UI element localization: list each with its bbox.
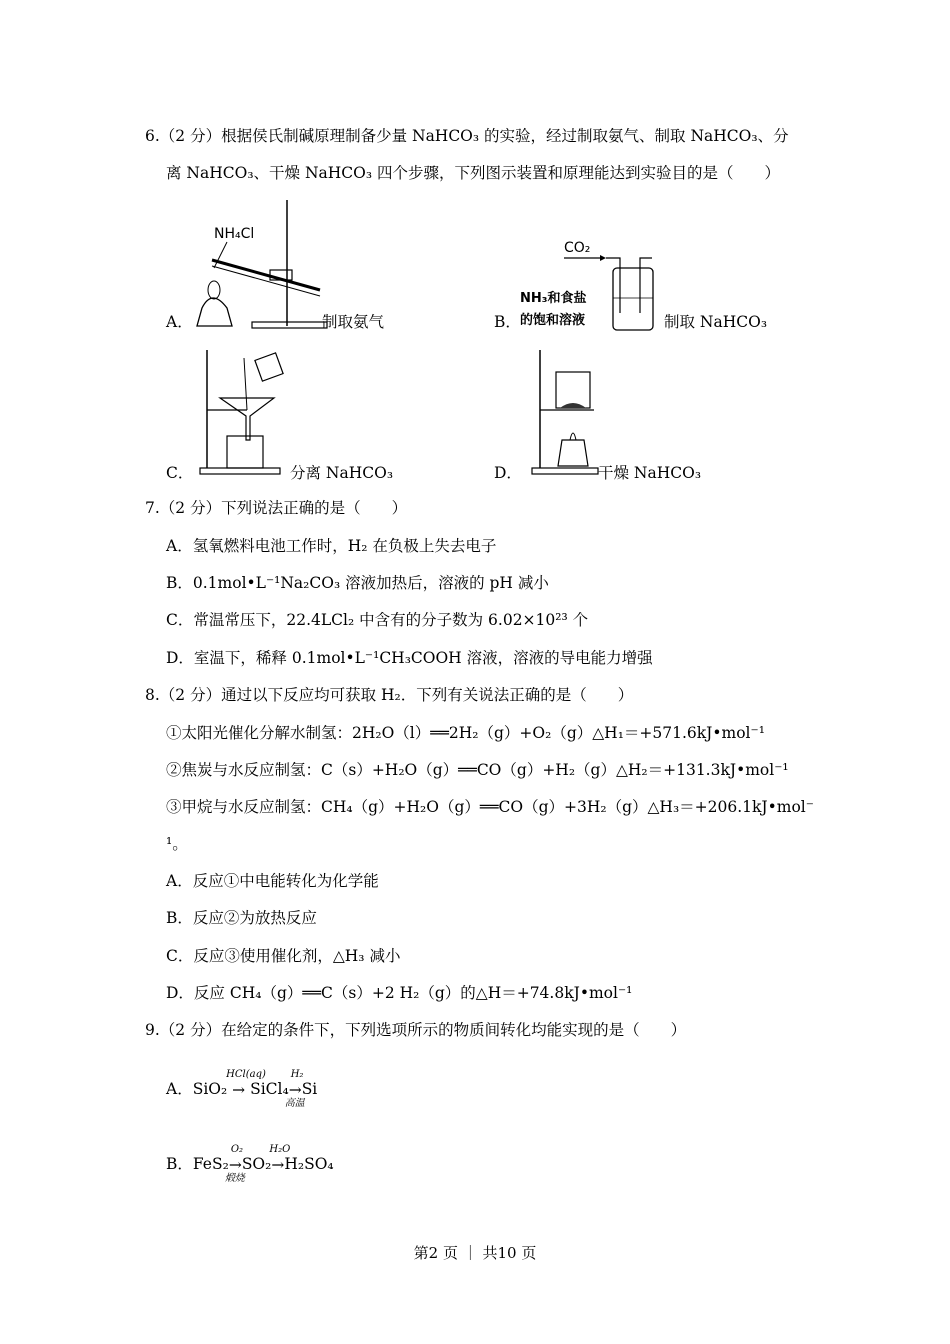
q9-a-cond-1: HCl(aq) bbox=[226, 1069, 266, 1080]
drying-beaker-figure bbox=[520, 348, 600, 478]
q9-a-cond-2-bottom: 高温 bbox=[284, 1098, 305, 1109]
q9-stem: 9.（2 分）在给定的条件下，下列选项所示的物质间转化均能实现的是（ ） bbox=[145, 1021, 687, 1039]
filtration-figure bbox=[192, 348, 292, 478]
q7-stem: 7.（2 分）下列说法正确的是（ ） bbox=[145, 499, 408, 517]
q9-b-cond-1-bottom: 煅烧 bbox=[224, 1173, 245, 1184]
q9-b-fes2: FeS₂ bbox=[192, 1155, 229, 1173]
q6-option-c-caption: 分离 NaHCO₃ bbox=[290, 464, 394, 482]
q9-a-cond-2-top: H₂ bbox=[290, 1069, 304, 1080]
q7-option-c: C．常温常压下，22.4LCl₂ 中含有的分子数为 6.02×10²³ 个 bbox=[166, 611, 589, 629]
q6-stem-line2: 离 NaHCO₃、干燥 NaHCO₃ 四个步骤，下列图示装置和原理能达到实验目的是（ ） bbox=[166, 164, 780, 182]
q9-b-arrow-2: H₂O → bbox=[271, 1155, 284, 1175]
q9-b-h2so4: H₂SO₄ bbox=[284, 1155, 334, 1173]
ammonia-apparatus-figure bbox=[192, 198, 332, 333]
q9-b-cond-1-top: O₂ bbox=[230, 1144, 244, 1155]
q9-b-letter: B． bbox=[166, 1155, 193, 1173]
q8-reaction-3: ③甲烷与水反应制氢：CH₄（g）+H₂O（g）══CO（g）+3H₂（g）△H₃＝+206.1kJ•mol⁻ bbox=[166, 798, 814, 816]
q9-a-si: Si bbox=[301, 1080, 318, 1098]
q8-stem: 8.（2 分）通过以下反应均可获取 H₂．下列有关说法正确的是（ ） bbox=[145, 686, 634, 704]
q6-option-b-caption: 制取 NaHCO₃ bbox=[664, 313, 768, 331]
q9-b-so2: SO₂ bbox=[241, 1155, 272, 1173]
q9-a-arrow-2: H₂ → 高温 bbox=[289, 1080, 302, 1100]
q7-option-a: A．氢氧燃料电池工作时，H₂ 在负极上失去电子 bbox=[166, 537, 497, 555]
q6-option-d-letter: D． bbox=[494, 464, 522, 482]
q6-stem-line1: 6.（2 分）根据侯氏制碱原理制备少量 NaHCO₃ 的实验，经过制取氨气、制取 NaHCO₃、分 bbox=[145, 127, 789, 145]
q9-option-b bbox=[166, 1144, 334, 1184]
q8-option-a: A．反应①中电能转化为化学能 bbox=[166, 872, 379, 890]
q8-option-c: C．反应③使用催化剂，△H₃ 减小 bbox=[166, 947, 401, 965]
q6-option-b-letter: B． bbox=[494, 313, 521, 331]
q8-reaction-2: ②焦炭与水反应制氢：C（s）+H₂O（g）══CO（g）+H₂（g）△H₂＝+131.3kJ•mol⁻¹ bbox=[166, 761, 789, 779]
q6-option-c-letter: C． bbox=[166, 464, 194, 482]
co2-label: CO₂ bbox=[564, 240, 591, 256]
page-footer: 第2 页 ｜ 共10 页 bbox=[413, 1244, 537, 1262]
q9-a-sicl4: SiCl₄ bbox=[250, 1080, 289, 1098]
q9-option-a bbox=[166, 1069, 318, 1109]
q6-option-a-letter: A． bbox=[166, 313, 193, 331]
q9-a-letter: A． bbox=[166, 1080, 193, 1098]
saturated-solution-label: 的饱和溶液 bbox=[520, 313, 586, 328]
q6-option-a-caption: 制取氨气 bbox=[322, 313, 385, 331]
q8-option-b: B．反应②为放热反应 bbox=[166, 909, 317, 927]
q9-a-arrow-1: HCl(aq) → bbox=[232, 1080, 245, 1100]
q9-b-cond-2: H₂O bbox=[269, 1144, 291, 1155]
q8-reaction-1: ①太阳光催化分解水制氢：2H₂O（l）══2H₂（g）+O₂（g）△H₁＝+571.6kJ•mol⁻¹ bbox=[166, 724, 765, 742]
q6-option-d-caption: 干燥 NaHCO₃ bbox=[598, 464, 702, 482]
q7-option-d: D．室温下，稀释 0.1mol•L⁻¹CH₃COOH 溶液，溶液的导电能力增强 bbox=[166, 649, 653, 667]
q8-option-d: D．反应 CH₄（g）══C（s）+2 H₂（g）的△H＝+74.8kJ•mol⁻¹ bbox=[166, 984, 633, 1002]
nh3-salt-label: NH₃和食盐 bbox=[520, 291, 587, 306]
q9-b-arrow-1: O₂ → 煅烧 bbox=[229, 1155, 242, 1175]
nh4cl-label: NH₄Cl bbox=[214, 226, 255, 242]
q9-a-sio2: SiO₂ bbox=[192, 1080, 228, 1098]
bubbling-bottle-figure bbox=[520, 228, 660, 333]
q8-reaction-3-cont: ¹。 bbox=[166, 835, 188, 853]
q7-option-b: B．0.1mol•L⁻¹Na₂CO₃ 溶液加热后，溶液的 pH 减小 bbox=[166, 574, 549, 592]
